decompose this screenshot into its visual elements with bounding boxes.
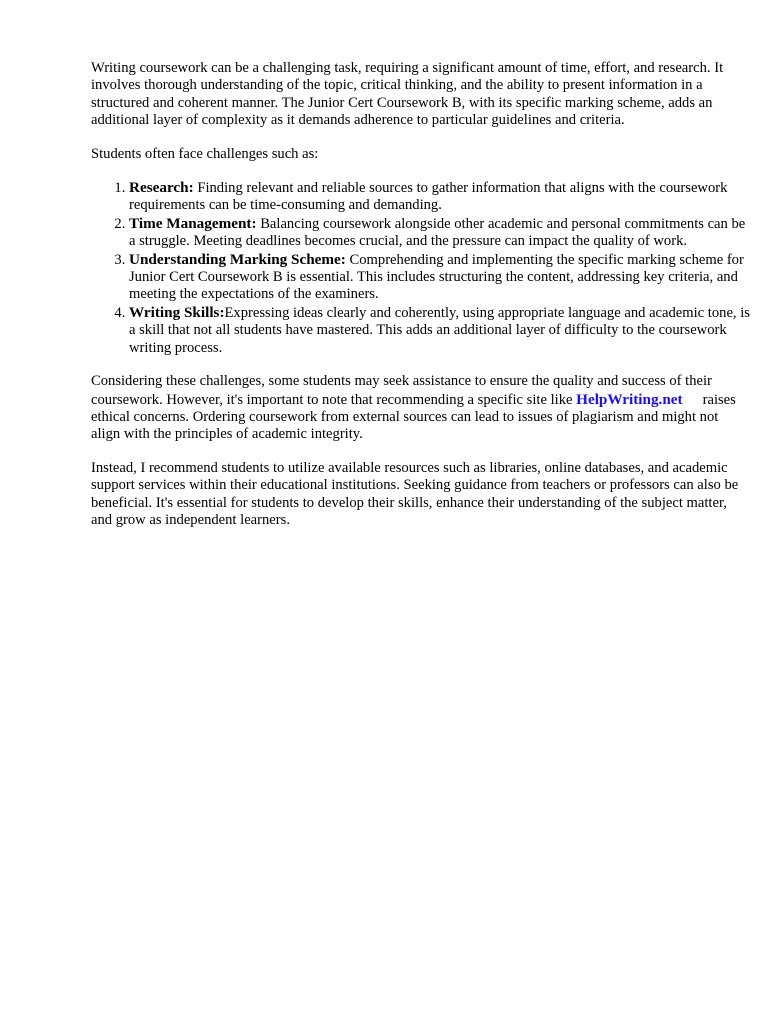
list-item-text: Finding relevant and reliable sources to gather information that aligns with the coursework requirements can be time-consuming and demanding. [129,180,728,214]
list-item-term: Writing Skills: [129,303,225,321]
list-item-text: Comprehending and implementing the specific marking scheme for Junior Cert Coursework B is essential. This includes structuring the content, addressing key criteria, and meeting the expectations of the examiners. [129,251,744,303]
list-item [129,215,751,251]
document-page [91,60,751,545]
helpwriting-link[interactable]: HelpWriting.net [576,390,683,408]
list-item-term: Research: [129,179,194,197]
list-item-term: Time Management: [129,214,257,232]
list-item [129,304,751,357]
challenges-lead-paragraph: Students often face challenges such as: [91,145,319,162]
recommend-paragraph: Instead, I recommend students to utilize available resources such as libraries, online databases, and academic support services within their educational institutions. Seeking guidance from teachers or professors can also be beneficial. It's essential for students to develop their skills, enhance their understanding of the subject matter, and grow as independent learners. [91,459,739,528]
challenges-list [91,179,751,357]
considering-paragraph [91,373,751,444]
considering-text-after: raises ethical concerns. Ordering coursework from external sources can lead to issues of plagiarism and might not align with the principles of academic integrity. [91,391,736,443]
list-item-text: Expressing ideas clearly and coherently, using appropriate language and academic tone, is a skill that not all students have mastered. This adds an additional layer of difficulty to the coursework writing process. [129,304,750,356]
list-item-term: Understanding Marking Scheme: [129,250,346,268]
list-item-text: Balancing coursework alongside other academic and personal commitments can be a struggle. Meeting deadlines becomes crucial, and the pressure can impact the quality of work. [129,215,746,250]
list-item [129,251,751,304]
list-item [129,179,751,215]
intro-paragraph: Writing coursework can be a challenging task, requiring a significant amount of time, effort, and research. It involves thorough understanding of the topic, critical thinking, and the ability to present information in a structured and coherent manner. The Junior Cert Coursework B, with its specific marking scheme, adds an additional layer of complexity as it demands adherence to particular guidelines and criteria. [91,60,724,129]
considering-text-before: Considering these challenges, some students may seek assistance to ensure the quality and success of their coursework. However, it's important to note that recommending a specific site like [91,373,712,408]
